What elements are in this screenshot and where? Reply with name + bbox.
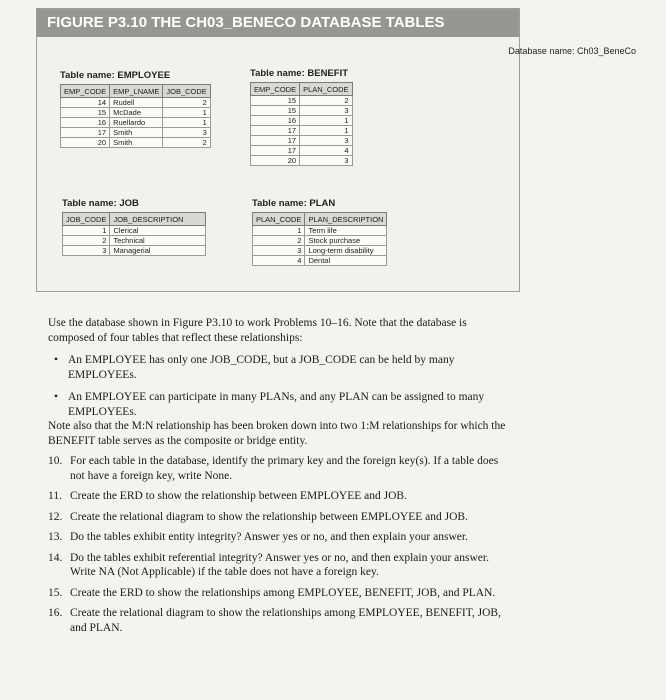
cell: 20 xyxy=(251,156,300,166)
question-list xyxy=(48,454,510,635)
question-text: Create the relational diagram to show the relationship between EMPLOYEE and JOB. xyxy=(70,510,468,523)
cell: 17 xyxy=(61,128,110,138)
question-number: 11. xyxy=(48,490,62,502)
table-row xyxy=(63,246,206,256)
plan-col-plan-description: PLAN_DESCRIPTION xyxy=(305,213,387,226)
question-text: Create the ERD to show the relationships among EMPLOYEE, BENEFIT, JOB, and PLAN. xyxy=(70,586,496,599)
question-item xyxy=(48,551,510,580)
job-table-title: Table name: JOB xyxy=(62,198,139,209)
job-col-job-code: JOB_CODE xyxy=(63,213,110,226)
table-row xyxy=(253,236,387,246)
bullet-text: An EMPLOYEE has only one JOB_CODE, but a JOB_CODE can be held by many EMPLOYEEs. xyxy=(68,354,455,381)
plan-table xyxy=(252,212,387,266)
table-row xyxy=(251,126,353,136)
job-table-block xyxy=(62,198,206,256)
question-number: 13. xyxy=(48,531,63,543)
table-row xyxy=(63,236,206,246)
cell: 16 xyxy=(61,118,110,128)
cell: 1 xyxy=(163,108,210,118)
table-row xyxy=(251,106,353,116)
cell: 1 xyxy=(163,118,210,128)
cell: Term life xyxy=(305,226,387,236)
cell: Rudell xyxy=(110,98,163,108)
cell: 3 xyxy=(300,156,352,166)
plan-table-block xyxy=(252,198,387,266)
table-row xyxy=(251,96,353,106)
question-item xyxy=(48,510,510,525)
cell: Smith xyxy=(110,138,163,148)
question-text: Do the tables exhibit referential integrity? Answer yes or no, and then explain your answer. Write NA (Not Applicable) if the table does not have a foreign key. xyxy=(70,551,489,578)
employee-col-emp-code: EMP_CODE xyxy=(61,85,110,98)
cell: 20 xyxy=(61,138,110,148)
table-row xyxy=(253,246,387,256)
cell: 4 xyxy=(300,146,352,156)
employee-table xyxy=(60,84,211,148)
database-name: Database name: Ch03_BeneCo xyxy=(508,46,636,56)
question-number: 14. xyxy=(48,551,63,564)
cell: 2 xyxy=(163,138,210,148)
cell: 15 xyxy=(251,96,300,106)
plan-table-title: Table name: PLAN xyxy=(252,198,336,209)
bullet-item xyxy=(48,353,510,382)
cell: McDade xyxy=(110,108,163,118)
table-row xyxy=(253,226,387,236)
cell: 15 xyxy=(251,106,300,116)
bullet-marker: • xyxy=(54,354,59,366)
cell: Managerial xyxy=(110,246,206,256)
cell: 1 xyxy=(300,116,352,126)
cell: Smith xyxy=(110,128,163,138)
cell: 3 xyxy=(253,246,305,256)
plan-col-plan-code: PLAN_CODE xyxy=(253,213,305,226)
table-row xyxy=(251,136,353,146)
employee-col-emp-lname: EMP_LNAME xyxy=(110,85,163,98)
cell: 2 xyxy=(253,236,305,246)
question-item xyxy=(48,586,510,601)
cell: 3 xyxy=(300,136,352,146)
cell: 17 xyxy=(251,146,300,156)
question-item xyxy=(48,454,510,483)
employee-table-block xyxy=(60,70,211,148)
question-text: Do the tables exhibit entity integrity? Answer yes or no, and then explain your answer. xyxy=(70,531,468,543)
cell: 17 xyxy=(251,126,300,136)
table-row xyxy=(61,128,211,138)
question-item xyxy=(48,606,510,635)
cell: 1 xyxy=(253,226,305,236)
table-row xyxy=(251,146,353,156)
benefit-col-plan-code: PLAN_CODE xyxy=(300,83,352,96)
question-number: 12. xyxy=(48,510,63,523)
employee-table-title: Table name: EMPLOYEE xyxy=(60,70,171,81)
cell: 3 xyxy=(300,106,352,116)
cell: 14 xyxy=(61,98,110,108)
cell: 3 xyxy=(163,128,210,138)
question-text: Create the relational diagram to show the relationships among EMPLOYEE, BENEFIT, JOB, and PLAN. xyxy=(70,607,501,634)
cell: 3 xyxy=(63,246,110,256)
cell: Long-term disability xyxy=(305,246,387,256)
table-row xyxy=(61,108,211,118)
cell: Stock purchase xyxy=(305,236,387,246)
cell: Clerical xyxy=(110,226,206,236)
cell: 2 xyxy=(163,98,210,108)
job-col-job-description: JOB_DESCRIPTION xyxy=(110,213,206,226)
cell: 1 xyxy=(63,226,110,236)
note-paragraph: Note also that the M:N relationship has been broken down into two 1:M relationships for which the BENEFIT table serves as the composite or bridge entity. xyxy=(48,420,506,447)
question-number: 16. xyxy=(48,607,63,619)
cell: 16 xyxy=(251,116,300,126)
cell: Ruellardo xyxy=(110,118,163,128)
cell: 2 xyxy=(63,236,110,246)
question-item xyxy=(48,489,510,504)
cell: 2 xyxy=(300,96,352,106)
cell: Dental xyxy=(305,256,387,266)
job-table xyxy=(62,212,206,256)
table-row xyxy=(251,156,353,166)
question-number: 10. xyxy=(48,455,63,467)
table-row xyxy=(251,116,353,126)
table-row xyxy=(253,256,387,266)
bullet-marker: • xyxy=(54,391,59,403)
cell: 17 xyxy=(251,136,300,146)
employee-col-job-code: JOB_CODE xyxy=(163,85,210,98)
intro-paragraph: Use the database shown in Figure P3.10 to work Problems 10–16. Note that the database is composed of four tables that reflect these relationships: xyxy=(48,317,467,344)
table-row xyxy=(61,138,211,148)
benefit-col-emp-code: EMP_CODE xyxy=(251,83,300,96)
bullet-text: An EMPLOYEE can participate in many PLANs, and any PLAN can be assigned to many EMPLOYEEs. xyxy=(68,391,485,418)
bullet-item xyxy=(48,390,510,419)
question-number: 15. xyxy=(48,586,63,599)
question-item xyxy=(48,530,510,545)
figure-title: FIGURE P3.10 THE CH03_BENECO DATABASE TABLES xyxy=(37,9,519,37)
question-text: For each table in the database, identify the primary key and the foreign key(s). If a table does not have a foreign key, write None. xyxy=(70,455,499,482)
cell: 4 xyxy=(253,256,305,266)
problem-text xyxy=(48,316,510,635)
cell: 1 xyxy=(300,126,352,136)
benefit-table xyxy=(250,82,353,166)
cell: 15 xyxy=(61,108,110,118)
benefit-table-title: Table name: BENEFIT xyxy=(250,68,349,79)
table-row xyxy=(63,226,206,236)
question-text: Create the ERD to show the relationship between EMPLOYEE and JOB. xyxy=(70,490,407,502)
table-row xyxy=(61,118,211,128)
table-row xyxy=(61,98,211,108)
cell: Technical xyxy=(110,236,206,246)
benefit-table-block xyxy=(250,68,353,166)
